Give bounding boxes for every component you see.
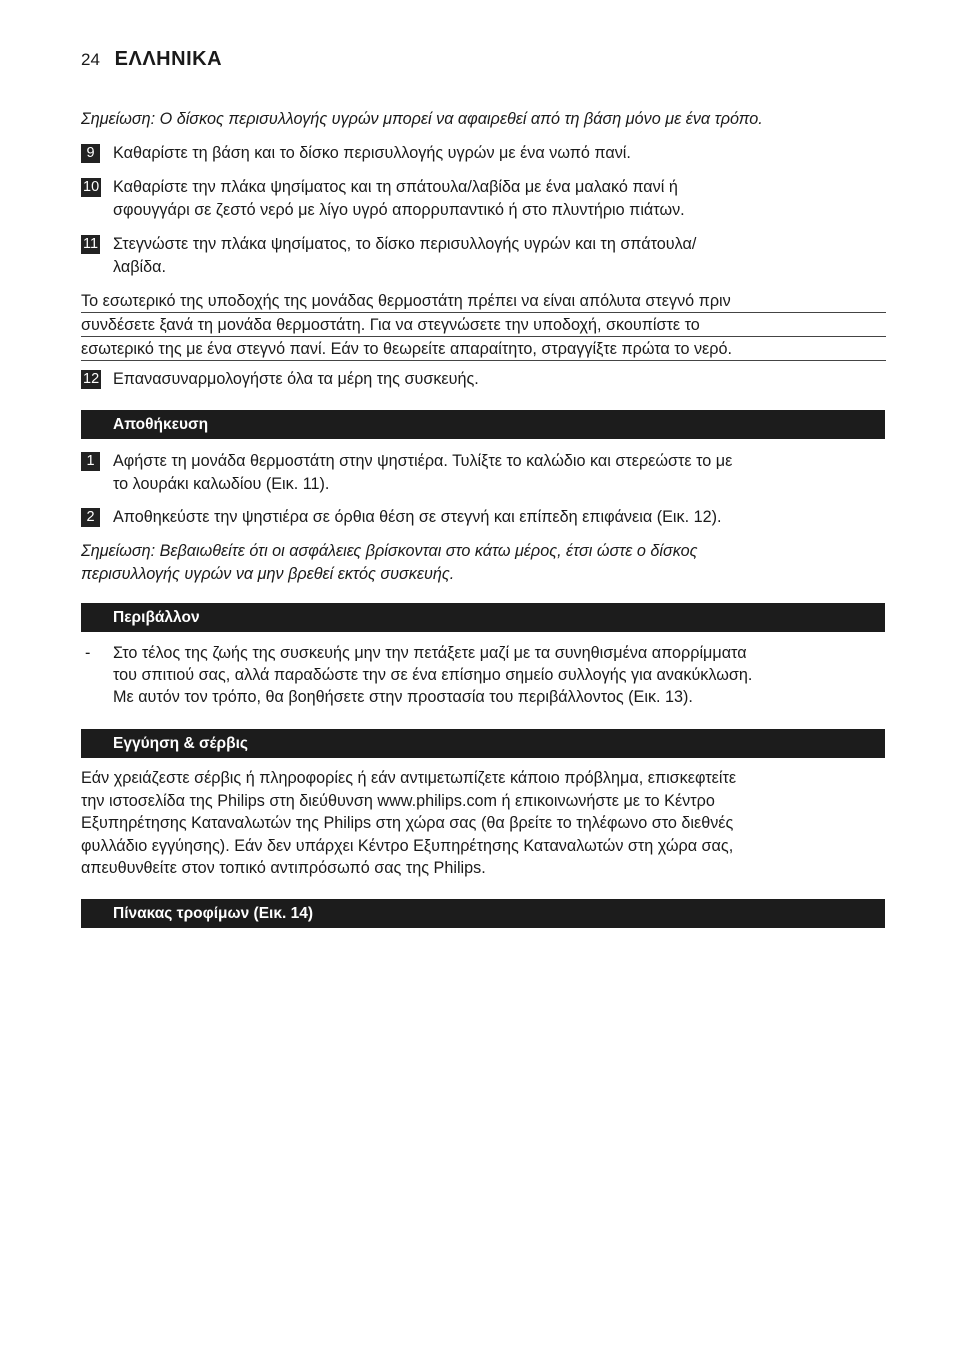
bullet-line: Με αυτόν τον τρόπο, θα βοηθήσετε στην προστασία του περιβάλλοντος (Εικ. 13). (113, 688, 693, 706)
step-number-badge: 10 (83, 179, 100, 195)
environment-bullet (81, 642, 886, 708)
step-11 (81, 233, 886, 279)
bullet-line: του σπιτιού σας, αλλά παραδώστε την σε ένα επίσημο σημείο συλλογής για ανακύκλωση. (113, 666, 753, 684)
paragraph-line: φυλλάδιο εγγύησης). Εάν δεν υπάρχει Κέντρο Εξυπηρέτησης Καταναλωτών στη χώρα σας, (81, 836, 734, 855)
storage-note (81, 540, 886, 586)
step-text: Επανασυναρμολογήστε όλα τα μέρη της συσκευής. (113, 370, 479, 388)
bullet-dash: - (85, 644, 91, 662)
section-heading-environment: Περιβάλλον (81, 603, 885, 632)
paragraph-text: την ιστοσελίδα της Philips στη διεύθυνση (81, 791, 378, 810)
warning-line: Το εσωτερικό της υποδοχής της μονάδας θερμοστάτη πρέπει να είναι απόλυτα στεγνό πριν (81, 290, 886, 313)
warning-line: συνδέσετε ξανά τη μονάδα θερμοστάτη. Για να στεγνώσετε την υποδοχή, σκουπίστε το (81, 314, 886, 337)
step-text-line: Καθαρίστε την πλάκα ψησίματος και τη σπάτουλα/λαβίδα με ένα μαλακό πανί ή (113, 178, 678, 196)
step-9 (81, 142, 886, 165)
section-heading-storage: Αποθήκευση (81, 410, 885, 439)
section-heading-service: Εγγύηση & σέρβις (81, 729, 885, 758)
step-12 (81, 368, 886, 391)
step-text-line: το λουράκι καλωδίου (Εικ. 11). (113, 475, 330, 493)
step-text-line: Στεγνώστε την πλάκα ψησίματος, το δίσκο περισυλλογής υγρών και τη σπάτουλα/ (113, 235, 697, 253)
paragraph-line: Εάν χρειάζεστε σέρβις ή πληροφορίες ή εάν αντιμετωπίζετε κάποιο πρόβλημα, επισκεφτείτε (81, 769, 737, 787)
step-number-badge: 1 (81, 452, 100, 471)
note-line: περισυλλογής υγρών να μην βρεθεί εκτός συσκευής. (81, 565, 455, 583)
step-number-badge: 9 (81, 144, 100, 163)
step-text-line: σφουγγάρι σε ζεστό νερό με λίγο υγρό απορρυπαντικό ή στο πλυντήριο πιάτων. (113, 201, 685, 219)
paragraph-text: ή επικοινωνήστε με το Κέντρο (497, 791, 715, 810)
note-drip-tray: Σημείωση: Ο δίσκος περισυλλογής υγρών μπορεί να αφαιρεθεί από τη βάση μόνο με ένα τρόπο. (81, 110, 763, 128)
step-text: Καθαρίστε τη βάση και το δίσκο περισυλλογής υγρών με ένα νωπό πανί. (113, 144, 631, 162)
note-line: Σημείωση: Βεβαιωθείτε ότι οι ασφάλειες βρίσκονται στο κάτω μέρος, έτσι ώστε ο δίσκος (81, 542, 698, 560)
paragraph-line (81, 790, 886, 813)
bullet-line: Στο τέλος της ζωής της συσκευής μην την πετάξετε μαζί με τα συνηθισμένα απορρίμματα (113, 644, 747, 662)
page-header (81, 48, 222, 71)
step-number-badge: 2 (81, 508, 100, 527)
service-paragraph (81, 767, 886, 880)
language-title: ΕΛΛΗΝΙΚΑ (114, 48, 223, 70)
page-number: 24 (81, 50, 100, 69)
storage-step-2 (81, 506, 886, 529)
paragraph-line: απευθυνθείτε στον τοπικό αντιπρόσωπό σας της Philips. (81, 859, 486, 878)
warning-line: εσωτερικό της με ένα στεγνό πανί. Εάν το θεωρείτε απαραίτητο, στραγγίξτε πρώτα το νερό. (81, 338, 886, 361)
warning-thermostat-socket (81, 290, 886, 361)
section-heading-food-table: Πίνακας τροφίμων (Εικ. 14) (81, 899, 885, 928)
storage-step-1 (81, 450, 886, 496)
philips-website-link[interactable]: www.philips.com (377, 791, 498, 810)
step-text-line: Αφήστε τη μονάδα θερμοστάτη στην ψηστιέρα. Τυλίξτε το καλώδιο και στερεώστε το με (113, 452, 733, 470)
step-text-line: λαβίδα. (113, 258, 166, 276)
paragraph-line: Εξυπηρέτησης Καταναλωτών της Philips στη χώρα σας (θα βρείτε το τηλέφωνο στο διεθνές (81, 814, 734, 833)
step-text: Αποθηκεύστε την ψηστιέρα σε όρθια θέση σε στεγνή και επίπεδη επιφάνεια (Εικ. 12). (113, 508, 722, 526)
step-number-badge: 11 (83, 236, 99, 252)
step-number-badge: 12 (83, 371, 100, 387)
step-10 (81, 176, 886, 222)
